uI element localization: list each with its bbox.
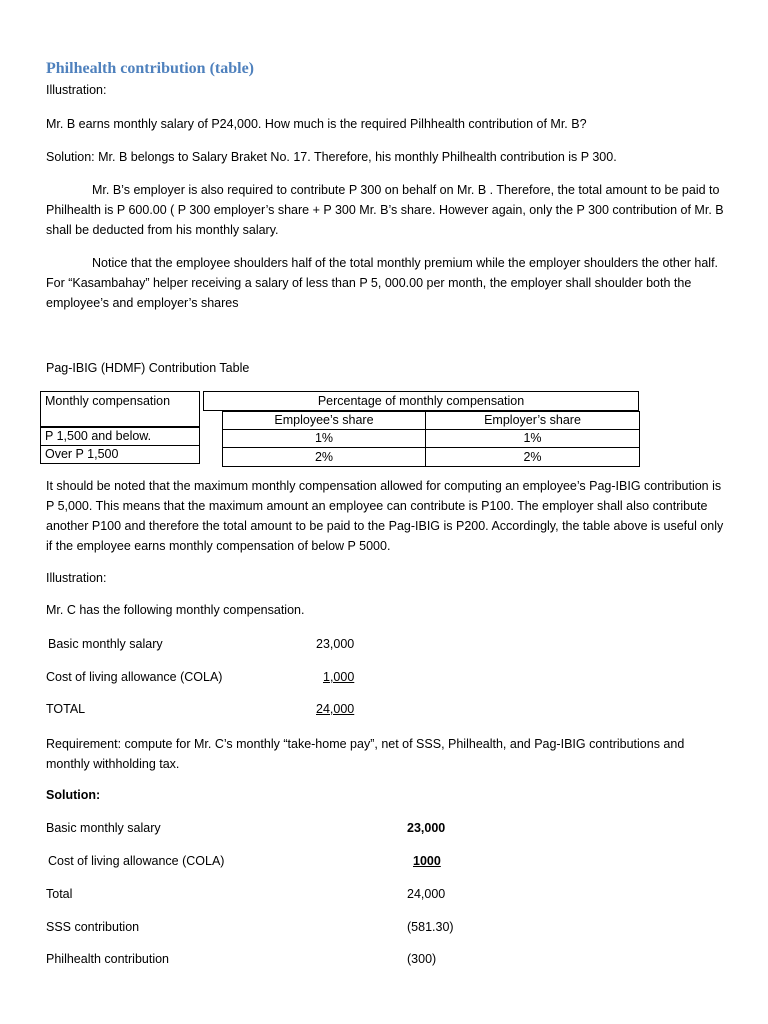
paragraph-max-compensation: It should be noted that the maximum monthly compensation allowed for computing an employee’s Pag-IBIG contribution is P 5,000. This means that the maximum amount an employee can contribute is P100. The employer shall also contribute another P100 and therefore the total amount to be paid to the Pag-IBIG is P200. Accordingly, the table above is useful only if the employee earns monthly compensation of below P 5000.: [46, 479, 724, 553]
paragraph-requirement: Requirement: compute for Mr. C’s monthly “take-home pay”, net of SSS, Philhealth, and Pag-IBIG contributions and monthly withholding tax.: [46, 737, 685, 771]
solution-value-basic: 23,000: [407, 821, 446, 835]
solution-label-philhealth: Philhealth contribution: [46, 952, 169, 966]
illustration-label-2: Illustration:: [46, 571, 107, 585]
pagibig-table-title: Pag-IBIG (HDMF) Contribution Table: [46, 361, 250, 375]
solution-label-cola: Cost of living allowance (COLA): [48, 854, 225, 868]
row-comp-2: Over P 1,500: [40, 445, 200, 464]
solution-value-sss: (581.30): [407, 920, 454, 934]
header-monthly-compensation: Monthly compensation: [40, 391, 200, 427]
paragraph-employer-share: Mr. B’s employer is also required to contribute P 300 on behalf on Mr. B . Therefore, the total amount to be paid to Philhealth is P 600.00 ( P 300 employer’s share + P 300 Mr. B’s share. However again, only the P 300 contribution of Mr. B shall be deducted from his monthly salary.: [46, 183, 724, 237]
solution-value-philhealth: (300): [407, 952, 437, 966]
comp-value-basic: 23,000: [316, 637, 355, 651]
solution-label-basic: Basic monthly salary: [46, 821, 161, 835]
comp-label-total: TOTAL: [46, 702, 86, 716]
comp-label-basic: Basic monthly salary: [48, 637, 163, 651]
row-employer-2: 2%: [425, 447, 640, 467]
paragraph-mr-c: Mr. C has the following monthly compensation.: [46, 603, 305, 617]
comp-value-cola: 1,000: [323, 670, 355, 684]
header-employee-share: Employee’s share: [222, 411, 426, 430]
solution-value-cola: 1000: [413, 854, 441, 868]
header-percentage: Percentage of monthly compensation: [203, 391, 639, 411]
row-employee-2: 2%: [222, 447, 426, 467]
solution-label-total: Total: [46, 887, 73, 901]
comp-value-total: 24,000: [316, 702, 355, 716]
paragraph-solution: Solution: Mr. B belongs to Salary Braket No. 17. Therefore, his monthly Philhealth contribution is P 300.: [46, 150, 617, 164]
row-employee-1: 1%: [222, 429, 426, 448]
row-comp-1: P 1,500 and below.: [40, 427, 200, 446]
solution-label: Solution:: [46, 788, 101, 802]
comp-label-cola: Cost of living allowance (COLA): [46, 670, 223, 684]
illustration-label: Illustration:: [46, 83, 107, 97]
header-employer-share: Employer’s share: [425, 411, 640, 430]
row-employer-1: 1%: [425, 429, 640, 448]
solution-value-total: 24,000: [407, 887, 446, 901]
paragraph-notice: Notice that the employee shoulders half of the total monthly premium while the employer shoulders the other half. For “Kasambahay” helper receiving a salary of less than P 5, 000.00 per month, the employer shall shoulder both the employee’s and employer’s shares: [46, 256, 719, 310]
paragraph-question: Mr. B earns monthly salary of P24,000. How much is the required Pilhhealth contribution of Mr. B?: [46, 117, 587, 131]
solution-label-sss: SSS contribution: [46, 920, 140, 934]
section-title: Philhealth contribution (table): [46, 60, 255, 77]
